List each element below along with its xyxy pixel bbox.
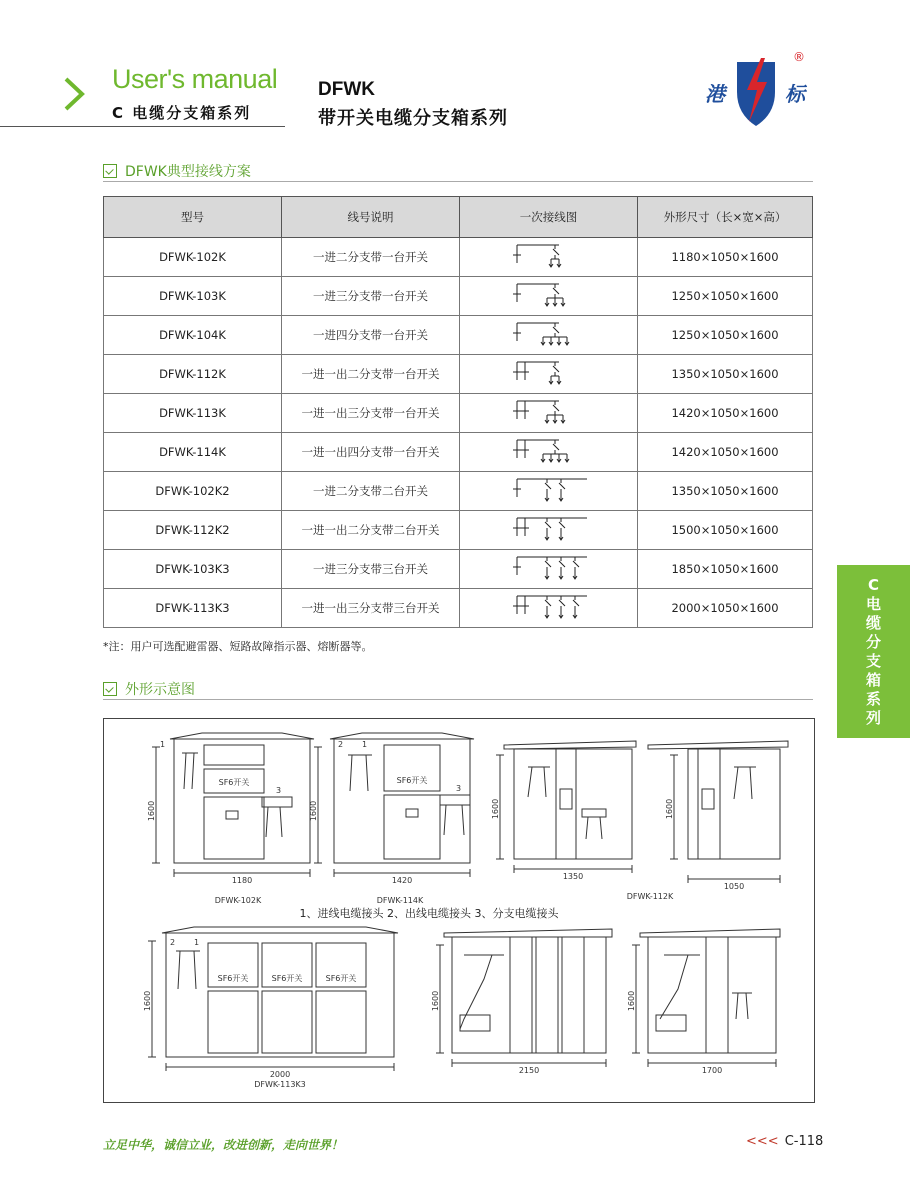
wiring-diagram (507, 592, 591, 622)
diagram-cell (460, 550, 638, 589)
section-rule (103, 699, 813, 700)
product-code: DFWK (318, 79, 375, 100)
callout-3: 3 (276, 786, 282, 795)
diagram-cell (460, 511, 638, 550)
checkbox-icon (103, 682, 117, 696)
page-number-text: C-118 (784, 1134, 824, 1149)
diagram-cell (460, 238, 638, 277)
diagram-cell (460, 277, 638, 316)
width-label-5: 2000 (269, 1070, 291, 1079)
model-cell: DFWK-103K3 (104, 550, 282, 589)
lightning-shield-icon (733, 52, 779, 128)
dims-cell: 1850×1050×1600 (638, 550, 813, 589)
width-label-4: 1050 (723, 882, 745, 891)
desc-cell: 一进三分支带一台开关 (282, 277, 460, 316)
sf6-label-3: SF6开关 (217, 974, 249, 983)
width-label-6: 2150 (518, 1066, 540, 1075)
model-cell: DFWK-112K2 (104, 511, 282, 550)
wiring-diagram (507, 436, 591, 466)
footer-slogan: 立足中华，诚信立业，改进创新，走向世界！ (103, 1138, 344, 1152)
height-label-3: 1600 (491, 798, 500, 820)
series-subtitle: C 电缆分支箱系列 (112, 104, 252, 122)
registered-mark: ® (793, 50, 805, 64)
section-rule (103, 181, 813, 182)
header-rule (0, 126, 285, 127)
caption-2: DFWK-114K (376, 896, 424, 905)
sf6-label-4: SF6开关 (271, 974, 303, 983)
height-label-4: 1600 (665, 798, 674, 820)
side-tab-char: 缆 (865, 613, 881, 632)
double-chevron-left-icon: <<< (746, 1134, 779, 1149)
table-note: *注：用户可选配避雷器、短路故障指示器、熔断器等。 (103, 640, 373, 653)
side-tab-char: 列 (865, 708, 881, 727)
col-model: 型号 (104, 197, 282, 238)
desc-cell: 一进一出三分支带三台开关 (282, 589, 460, 628)
width-label-3: 1350 (562, 872, 584, 881)
dims-cell: 1350×1050×1600 (638, 355, 813, 394)
callout-1c: 1 (194, 938, 200, 947)
checkbox-icon (103, 164, 117, 178)
desc-cell: 一进一出二分支带一台开关 (282, 355, 460, 394)
height-label-1: 1600 (147, 800, 156, 822)
wiring-diagram (507, 319, 591, 349)
table-row (104, 511, 813, 550)
desc-cell: 一进一出三分支带一台开关 (282, 394, 460, 433)
dims-cell: 1350×1050×1600 (638, 472, 813, 511)
diagram-cell (460, 433, 638, 472)
width-label-2: 1420 (391, 876, 413, 885)
product-name: 带开关电缆分支箱系列 (318, 108, 508, 129)
model-cell: DFWK-112K (104, 355, 282, 394)
table-row (104, 238, 813, 277)
side-tab-char: 电 (865, 594, 881, 613)
model-cell: DFWK-114K (104, 433, 282, 472)
legend-text: 1、进线电缆接头 2、出线电缆接头 3、分支电缆接头 (299, 907, 559, 920)
section-typical-wiring (103, 161, 251, 181)
dims-cell: 1250×1050×1600 (638, 316, 813, 355)
height-label-7: 1600 (627, 990, 636, 1012)
side-tab-char: 箱 (865, 670, 881, 689)
desc-cell: 一进三分支带三台开关 (282, 550, 460, 589)
dims-cell: 1500×1050×1600 (638, 511, 813, 550)
table-row (104, 589, 813, 628)
logo-char-left: 港 (705, 82, 725, 106)
diagram-cell (460, 316, 638, 355)
table-row (104, 394, 813, 433)
side-tab-char: 分 (865, 632, 881, 651)
height-label-6: 1600 (431, 990, 440, 1012)
section-title: DFWK典型接线方案 (125, 164, 251, 180)
outline-drawings-panel (103, 718, 815, 1103)
wiring-diagram (507, 553, 591, 583)
col-desc: 线号说明 (282, 197, 460, 238)
table-row (104, 316, 813, 355)
sf6-label-2: SF6开关 (396, 776, 428, 785)
wiring-diagram (507, 358, 591, 388)
callout-2: 2 (338, 740, 344, 749)
dims-cell: 1180×1050×1600 (638, 238, 813, 277)
side-tab-char: C (867, 575, 879, 594)
table-row (104, 277, 813, 316)
logo-char-right: 标 (785, 82, 805, 106)
table-row (104, 550, 813, 589)
caption-5: DFWK-113K3 (254, 1080, 306, 1089)
section-title: 外形示意图 (125, 682, 195, 698)
table-row (104, 472, 813, 511)
dims-cell: 1250×1050×1600 (638, 277, 813, 316)
company-logo (697, 50, 817, 130)
width-label-1: 1180 (231, 876, 253, 885)
caption-4: DFWK-112K (626, 892, 674, 901)
dims-cell: 2000×1050×1600 (638, 589, 813, 628)
dims-cell: 1420×1050×1600 (638, 394, 813, 433)
callout-1: 1 (160, 740, 166, 749)
wiring-diagram (507, 397, 591, 427)
callout-3b: 3 (456, 784, 462, 793)
height-label-5: 1600 (143, 990, 152, 1012)
desc-cell: 一进一出二分支带二台开关 (282, 511, 460, 550)
desc-cell: 一进一出四分支带一台开关 (282, 433, 460, 472)
sf6-label-1: SF6开关 (218, 778, 250, 787)
wiring-diagram (507, 280, 591, 310)
callout-2c: 2 (170, 938, 176, 947)
diagram-cell (460, 472, 638, 511)
col-dims: 外形尺寸（长×宽×高） (638, 197, 813, 238)
side-category-tab (837, 565, 910, 738)
wiring-diagram (507, 475, 591, 505)
table-header-row (104, 197, 813, 238)
sf6-label-5: SF6开关 (325, 974, 357, 983)
wiring-diagram (507, 514, 591, 544)
col-diagram: 一次接线图 (460, 197, 638, 238)
wiring-diagram (507, 241, 591, 271)
width-label-7: 1700 (701, 1066, 723, 1075)
diagram-cell (460, 394, 638, 433)
table-row (104, 355, 813, 394)
page-number (746, 1134, 823, 1149)
model-cell: DFWK-103K (104, 277, 282, 316)
desc-cell: 一进二分支带二台开关 (282, 472, 460, 511)
model-cell: DFWK-102K2 (104, 472, 282, 511)
height-label-2: 1600 (309, 800, 318, 822)
callout-1b: 1 (362, 740, 368, 749)
outline-drawings (104, 719, 814, 1102)
section-outline-drawing (103, 679, 195, 699)
diagram-cell (460, 355, 638, 394)
side-tab-char: 系 (865, 689, 881, 708)
model-cell: DFWK-113K3 (104, 589, 282, 628)
desc-cell: 一进二分支带一台开关 (282, 238, 460, 277)
chevron-right-icon (62, 76, 88, 112)
desc-cell: 一进四分支带一台开关 (282, 316, 460, 355)
manual-title: User's manual (112, 64, 278, 94)
caption-1: DFWK-102K (214, 896, 262, 905)
wiring-table (103, 196, 813, 628)
diagram-cell (460, 589, 638, 628)
model-cell: DFWK-102K (104, 238, 282, 277)
side-tab-char: 支 (865, 651, 881, 670)
model-cell: DFWK-104K (104, 316, 282, 355)
dims-cell: 1420×1050×1600 (638, 433, 813, 472)
model-cell: DFWK-113K (104, 394, 282, 433)
table-row (104, 433, 813, 472)
